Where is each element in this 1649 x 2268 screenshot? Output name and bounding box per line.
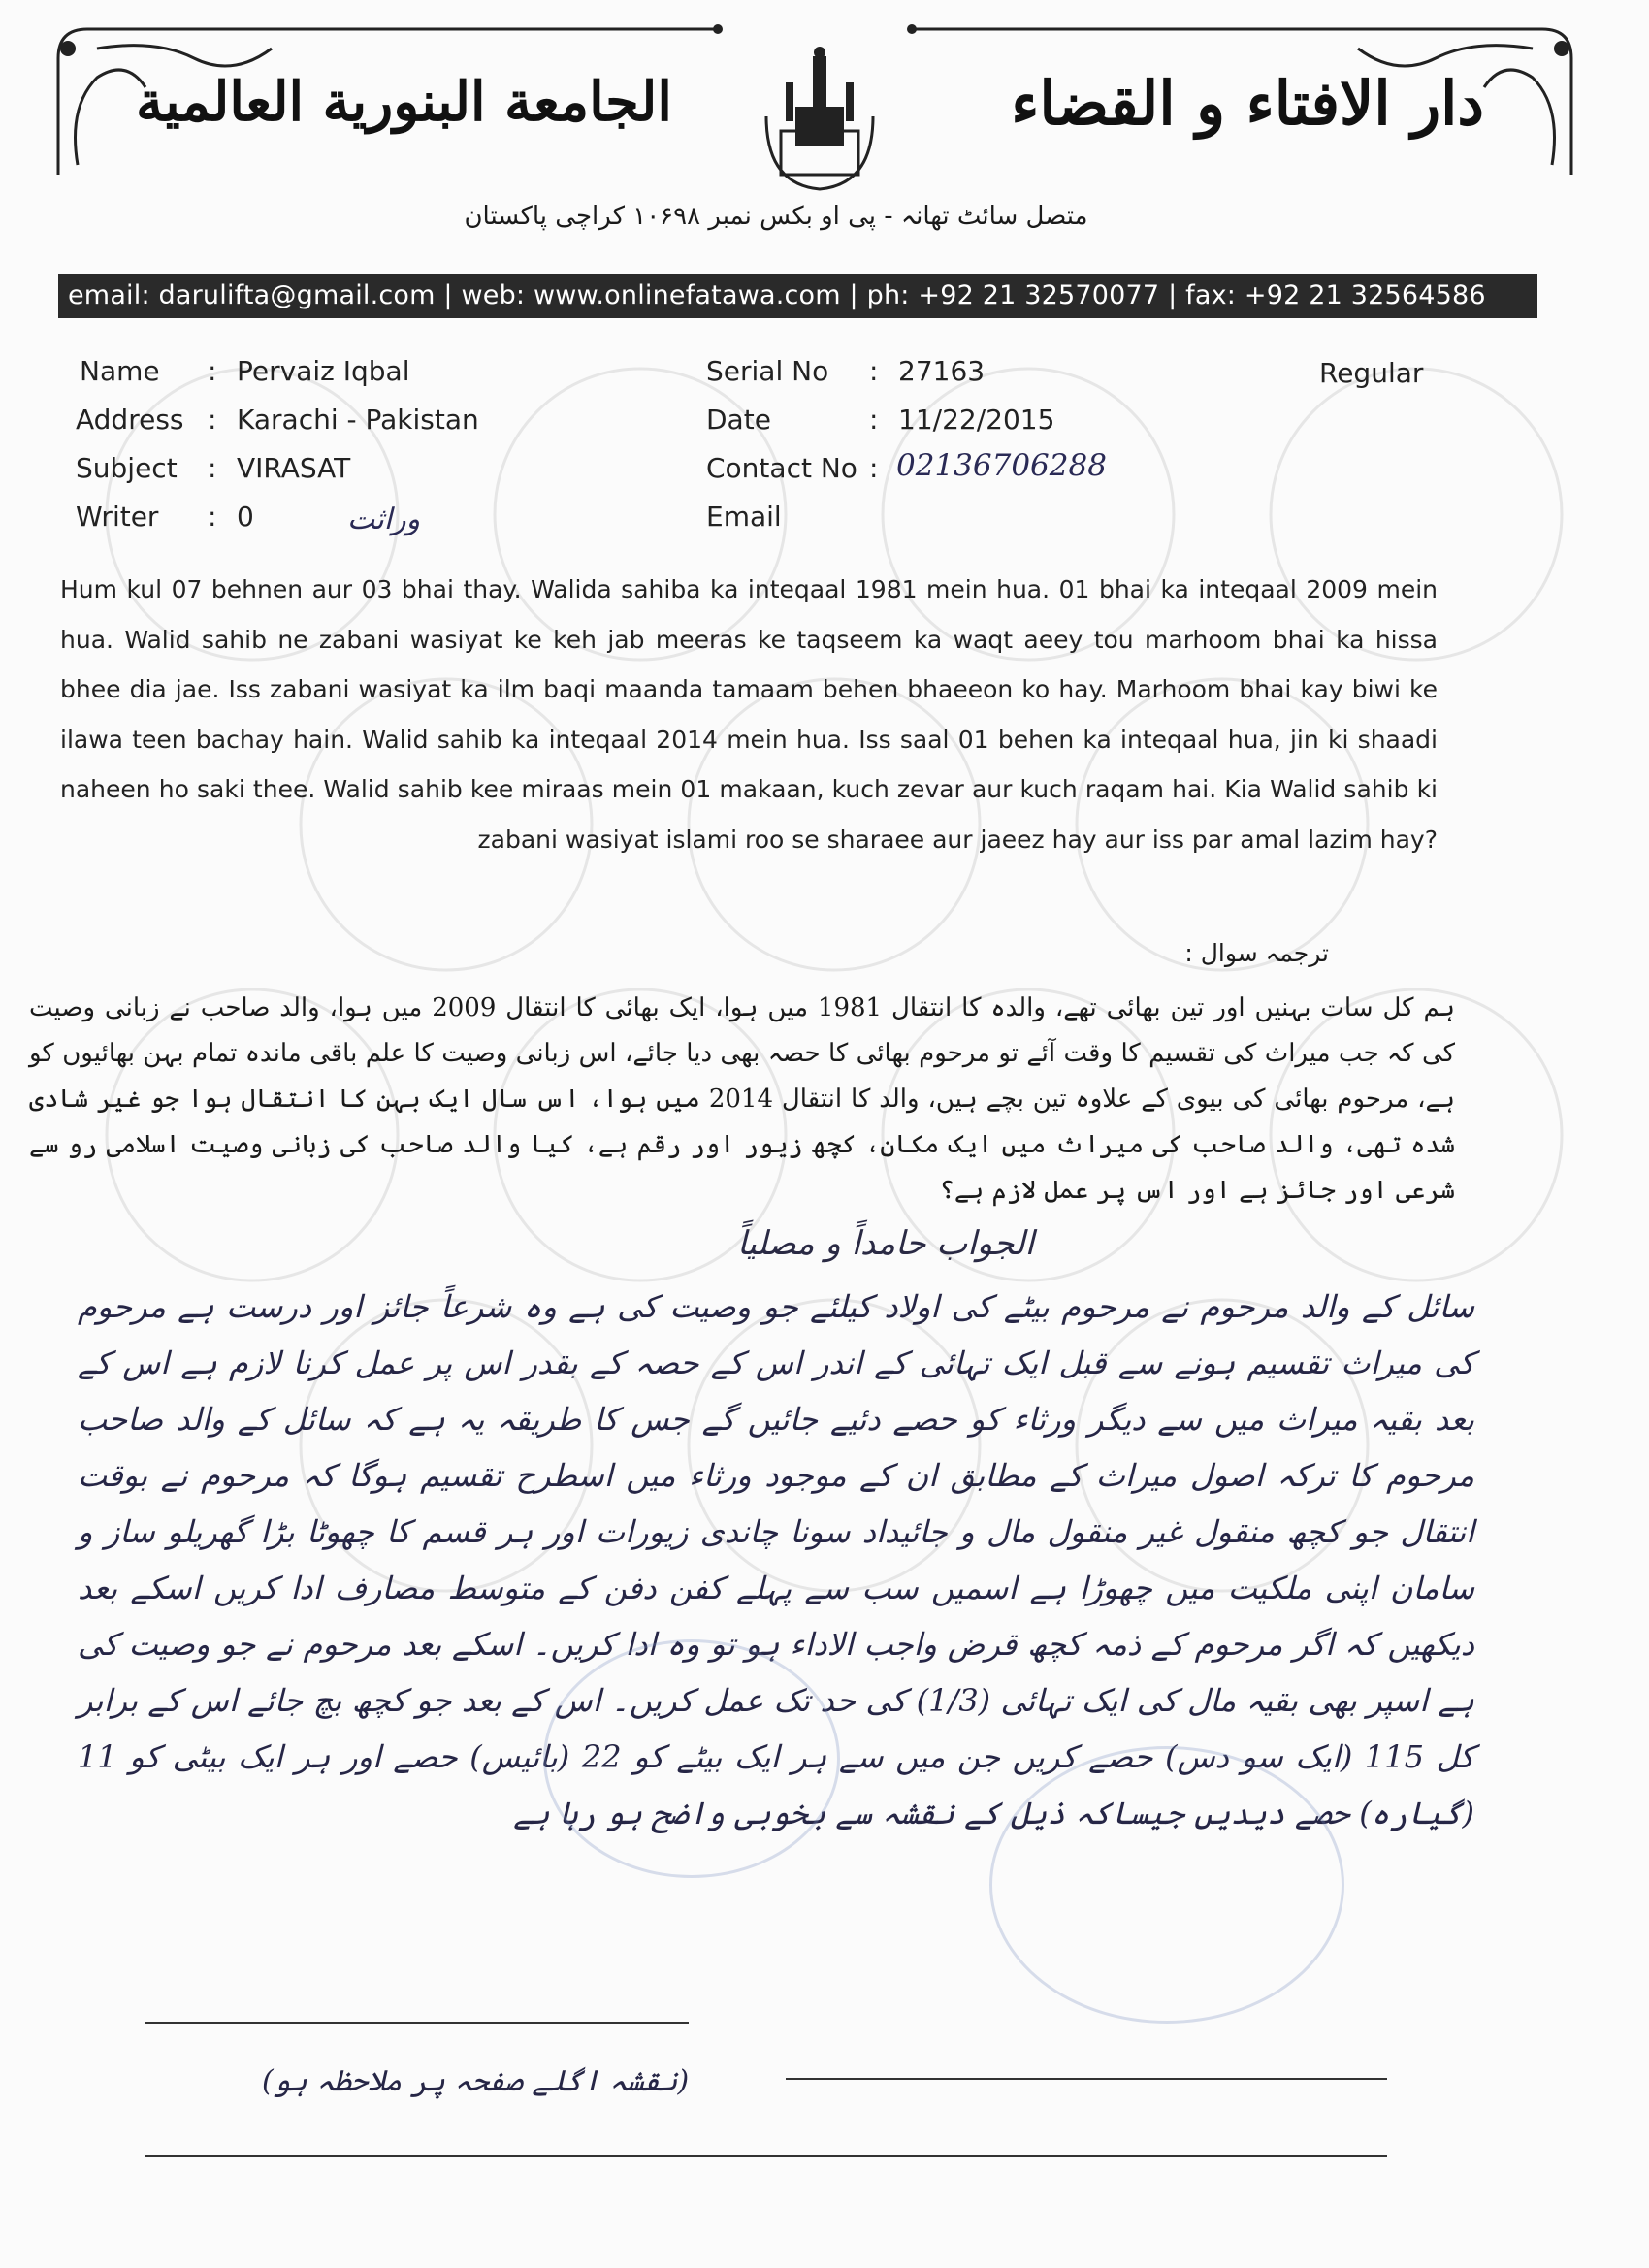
separator-line	[146, 2022, 689, 2024]
separator-line	[786, 2078, 1387, 2080]
contact-label: Contact No	[706, 452, 857, 484]
contact-value-handwritten: 02136706288	[896, 448, 1107, 483]
writer-label: Writer	[76, 501, 159, 533]
writer-value: 0	[237, 501, 254, 533]
subject-colon: :	[208, 452, 217, 484]
name-colon: :	[208, 355, 217, 387]
date-colon: :	[869, 404, 879, 436]
meta-contact-row	[706, 448, 1424, 491]
address-label: Address	[76, 404, 184, 436]
map-note: (نقشہ اگلے صفحہ پر ملاحظہ ہو)	[262, 2064, 690, 2098]
writer-colon: :	[208, 501, 217, 533]
header-address: متصل سائٹ تھانہ - پی او بکس نمبر ۱۰۶۹۸ کراچی پاکستان	[464, 202, 1088, 231]
contact-bar: email: darulifta@gmail.com | web: www.onlinefatawa.com | ph: +92 21 32570077 | fax: +92 21 32564586	[58, 274, 1537, 318]
separator-line	[146, 2155, 1387, 2157]
meta-address-row	[76, 404, 658, 442]
meta-category	[1319, 357, 1436, 396]
name-label: Name	[80, 355, 160, 387]
email-label: Email	[706, 501, 782, 533]
name-value: Pervaiz Iqbal	[237, 355, 410, 387]
tarjama-label: ترجمہ سوال :	[1184, 939, 1329, 967]
meta-date-row	[706, 404, 1424, 442]
meta-serial-row	[706, 355, 1424, 394]
serial-label: Serial No	[706, 355, 829, 387]
meta-name-row	[80, 355, 662, 394]
address-value: Karachi - Pakistan	[237, 404, 479, 436]
writer-handwritten-note: وراثت	[347, 502, 421, 536]
faint-stamp-left	[543, 1639, 840, 1878]
header-title-darul-ifta: دار الافتاء و القضاء	[1011, 68, 1484, 139]
serial-value: 27163	[898, 355, 986, 387]
serial-colon: :	[869, 355, 879, 387]
urdu-question-text: ہم کل سات بہنیں اور تین بھائی تھے، والدہ کا انتقال 1981 میں ہوا، ایک بھائی کا انتقال 2009 میں ہوا، والد صاحب نے زبانی وصیت کی کہ جب میراث کی تقسیم کا وقت آئے تو مرحوم بھائی کا حصہ بھی دیا جائے، اس زبانی وصیت کا علم باقی ماندہ تمام بہن بھائیوں کو ہے، مرحوم بھائی کی بیوی کے علاوہ تین بچے ہیں، والد کا انتقال 2014 میں ہوا، اس سال ایک بہن کا انتقال ہوا جو غیر شادی شدہ تھی، والد صاحب کی میراث میں ایک مکان، کچھ زیور اور رقم ہے، کیا والد صاحب کی زبانی وصیت اسلامی رو سے شرعی اور جائز ہے اور اس پر عمل لازم ہے؟	[29, 993, 1455, 1205]
date-value: 11/22/2015	[898, 404, 1055, 436]
faint-stamp-right	[989, 1746, 1344, 2024]
contact-colon: :	[869, 452, 879, 484]
header-title-jamia: الجامعة البنورية العالمية	[136, 70, 672, 134]
meta-subject-row	[76, 452, 658, 491]
answer-heading: الجواب حامداً و مصلیاً	[737, 1224, 1035, 1263]
subject-label: Subject	[76, 452, 178, 484]
date-label: Date	[706, 404, 771, 436]
meta-email-row	[706, 501, 1424, 539]
address-colon: :	[208, 404, 217, 436]
category-value: Regular	[1319, 357, 1424, 389]
meta-writer-row	[76, 501, 658, 545]
answer-text: سائل کے والد مرحوم نے مرحوم بیٹے کی اولاد کیلئے جو وصیت کی ہے وہ شرعاً جائز اور درست ہے مرحوم کی میراث تقسیم ہونے سے قبل ایک تہائی کے اندر اس کے حصہ کے بقدر اس پر عمل کرنا لازم ہے اس کے بعد بقیہ میراث میں سے دیگر ورثاء کو حصے دئیے جائیں گے جس کا طریقہ یہ ہے کہ سائل کے والد صاحب مرحوم کا ترکہ اصول میراث کے مطابق ان کے موجود ورثاء میں اسطرح تقسیم ہوگا کہ مرحوم نے بوقت انتقال جو کچھ منقول غیر منقول مال و جائیداد سونا چاندی زیورات اور ہر قسم کا چھوٹا بڑا گھریلو ساز و سامان اپنی ملکیت میں چھوڑا ہے اسمیں سب سے پہلے کفن دفن کے متوسط مصارف ادا کریں اسکے بعد دیکھیں کہ اگر مرحوم کے ذمہ کچھ قرض واجب الاداء ہو تو وہ ادا کریں۔ اسکے بعد مرحوم نے جو وصیت کی ہے اسپر بھی بقیہ مال کی ایک تہائی (1/3) کی حد تک عمل کریں۔ اس کے بعد جو کچھ بچ جائے اس کے برابر کل 115 (ایک سو دس) حصے کریں جن میں سے ہر ایک بیٹے کو 22 (بائیس) حصے اور ہر ایک بیٹی کو 11 (گیارہ) حصے دیدیں جیساکہ ذیل کے نقشہ سے بخوبی واضح ہو رہا ہے	[78, 1288, 1475, 1831]
institution-logo	[747, 39, 892, 194]
subject-value: VIRASAT	[237, 452, 351, 484]
question-text: Hum kul 07 behnen aur 03 bhai thay. Walida sahiba ka inteqaal 1981 mein hua. 01 bhai ka inteqaal 2009 mein hua. Walid sahib ne zabani wasiyat ke keh jab meeras ke taqseem ka waqt aeey tou marhoom bhai ka hissa bhee dia jae. Iss zabani wasiyat ka ilm baqi maanda tamaam behen bhaeeon ko hay. Marhoom bhai kay biwi ke ilawa teen bachay hain. Walid sahib ka inteqaal 2014 mein hua. Iss saal 01 behen ka inteqaal hua, jin ki shaadi naheen ho saki thee. Walid sahib kee miraas mein 01 makaan, kuch zevar aur kuch raqam hai. Kia Walid sahib ki zabani wasiyat islami roo se sharaee aur jaeez hay aur iss par amal lazim hay?	[60, 575, 1438, 854]
